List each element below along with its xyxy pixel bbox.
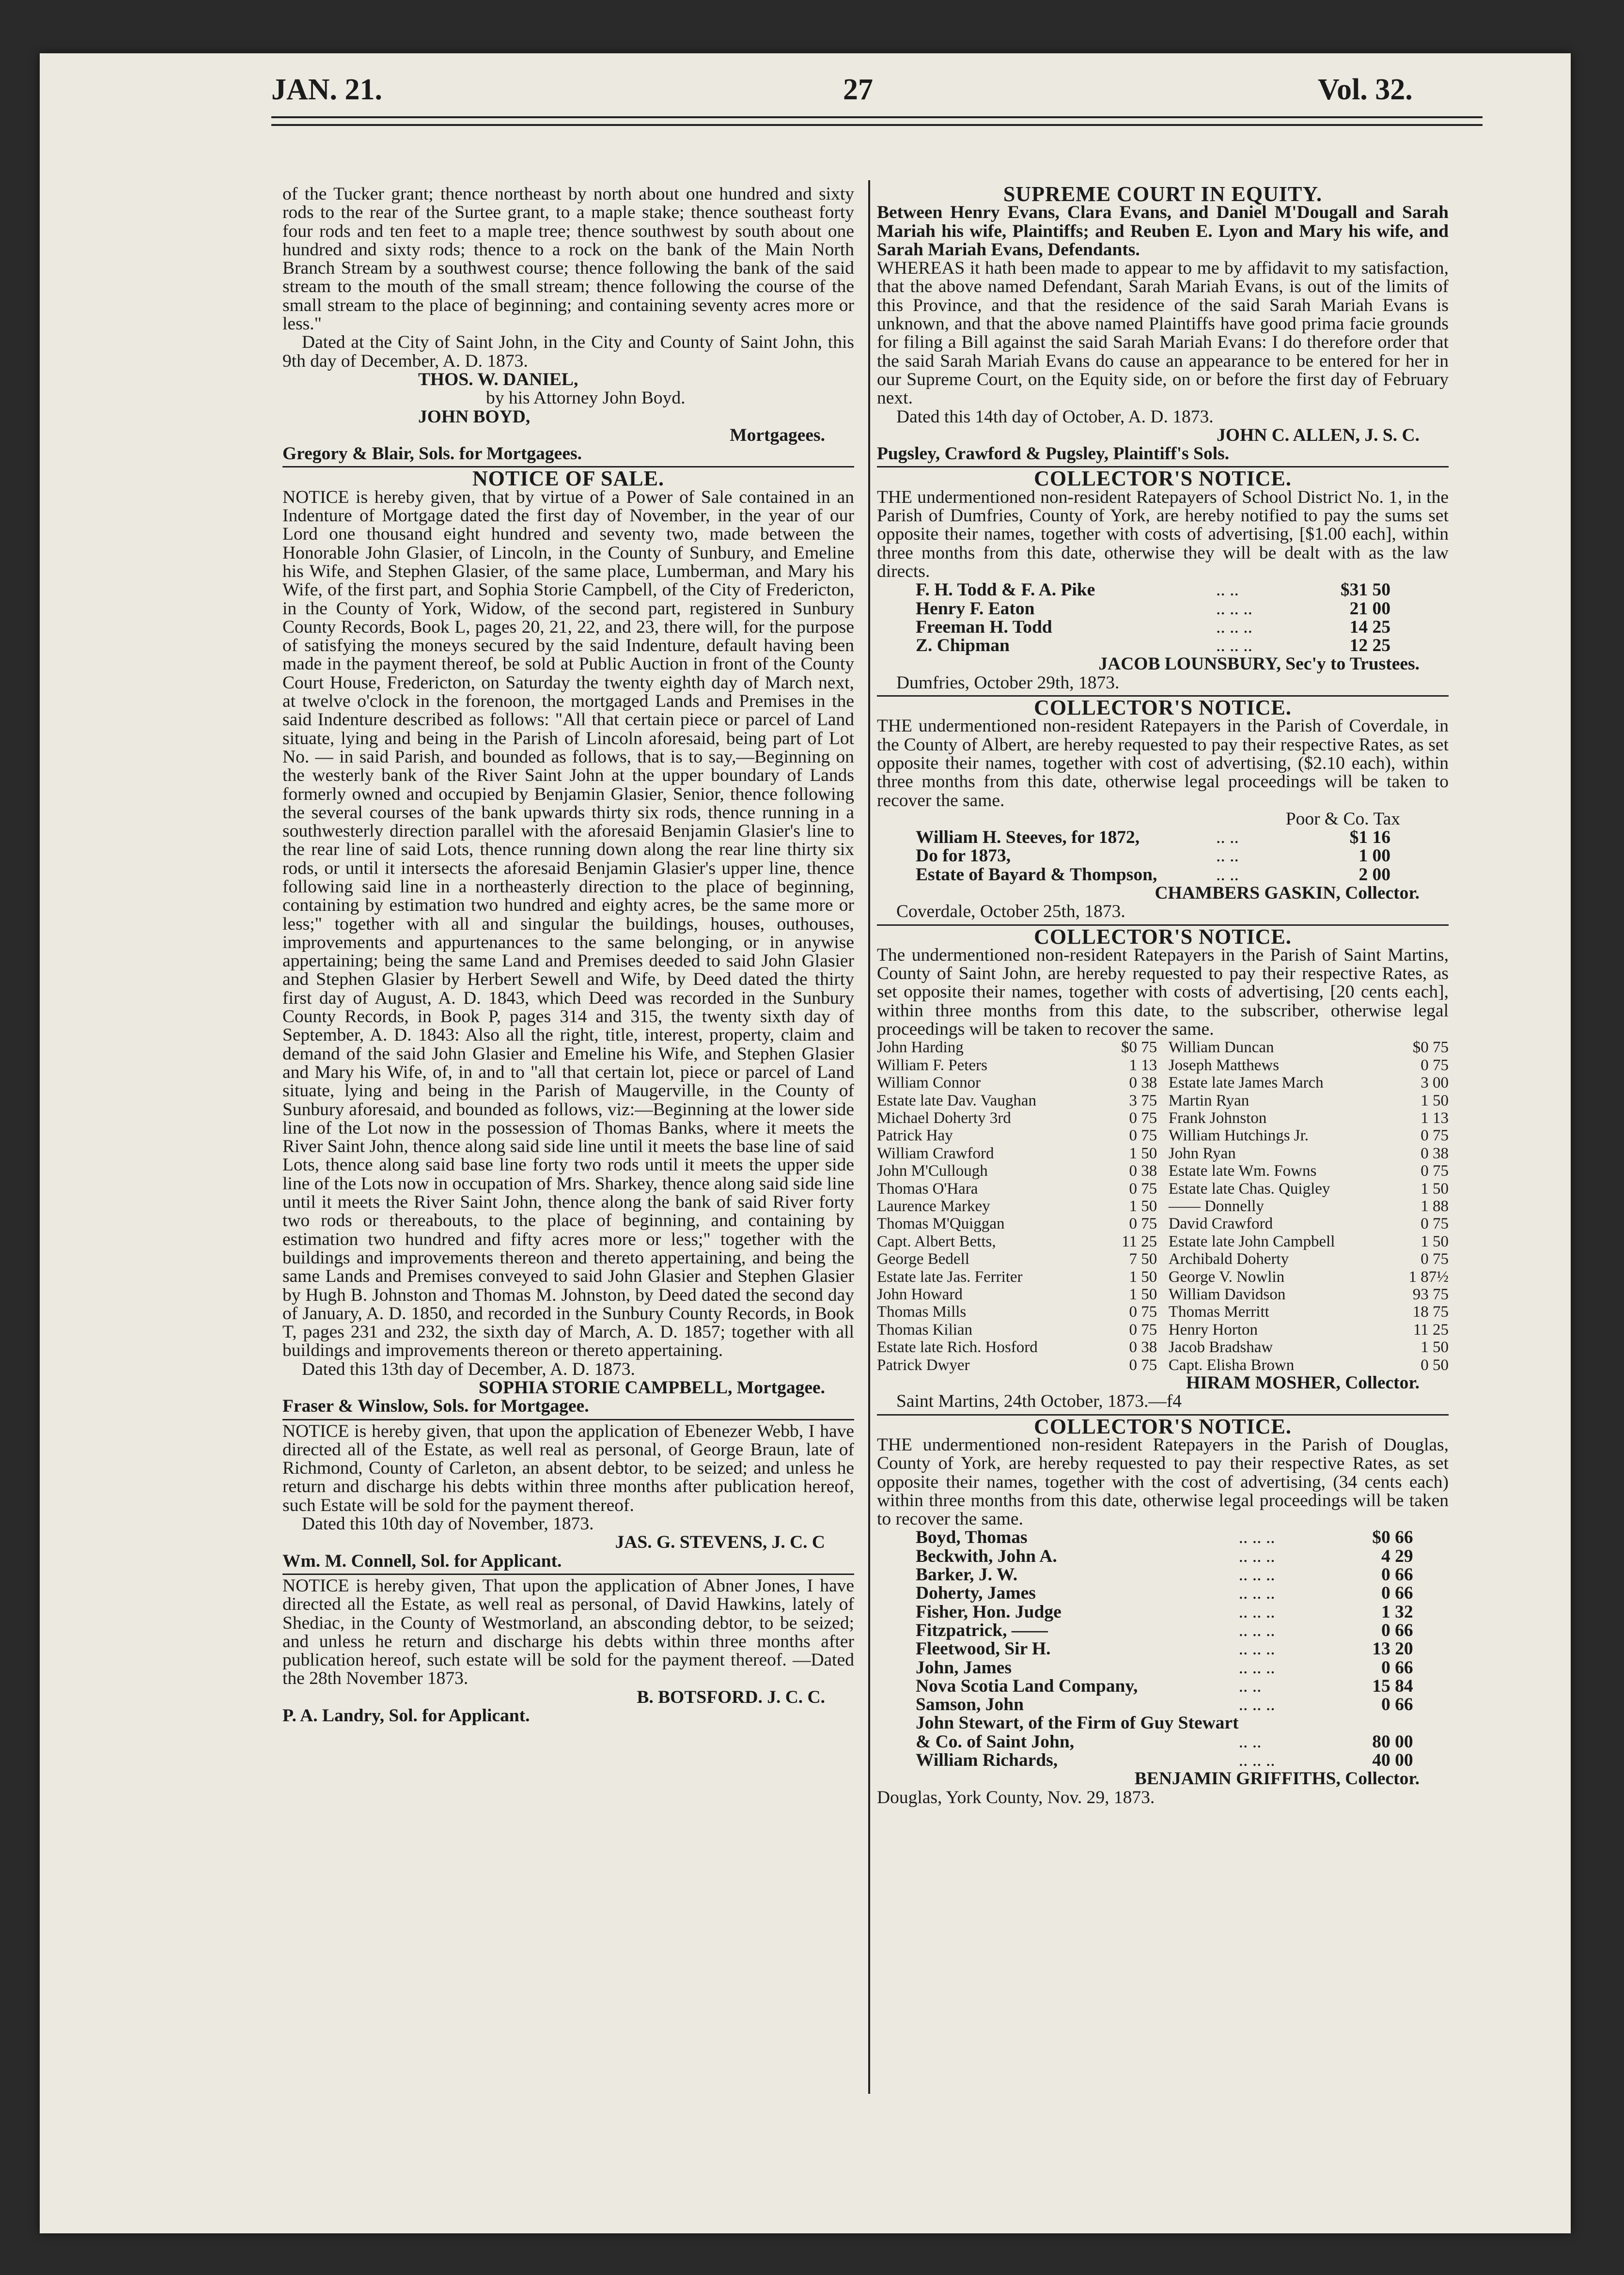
martins-rate-amount: 0 38 bbox=[1129, 1162, 1157, 1180]
martins-row bbox=[877, 1145, 1157, 1162]
martins-row bbox=[1169, 1127, 1449, 1144]
martins-ratepayer-name: Estate late James March bbox=[1168, 1074, 1324, 1092]
sale-title: NOTICE OF SALE. bbox=[472, 467, 664, 491]
douglas-leader-dots: .. .. bbox=[1238, 1676, 1262, 1696]
dumfries-signature: JACOB LOUNSBURY, Sec'y to Trustees. bbox=[1098, 654, 1420, 674]
sale-signature: SOPHIA STORIE CAMPBELL, Mortgagee. bbox=[479, 1378, 825, 1398]
douglas-row bbox=[877, 1566, 1413, 1584]
left-column bbox=[282, 185, 854, 1725]
martins-signature: HIRAM MOSHER, Collector. bbox=[1186, 1373, 1420, 1393]
martins-rate-amount: 1 50 bbox=[1421, 1339, 1449, 1356]
coverdale-ratepayer-name: Estate of Bayard & Thompson, bbox=[916, 864, 1157, 885]
douglas-row bbox=[877, 1714, 1413, 1732]
douglas-rate-amount: 0 66 bbox=[1381, 1657, 1413, 1678]
coverdale-dated: Coverdale, October 25th, 1873. bbox=[896, 902, 1125, 922]
column-divider bbox=[868, 180, 870, 2094]
martins-list-left bbox=[877, 1039, 1157, 1374]
douglas-ratepayer-name: Fisher, Hon. Judge bbox=[916, 1602, 1062, 1622]
martins-ratepayer-name: Estate late Dav. Vaughan bbox=[877, 1091, 1036, 1109]
martins-rate-amount: 1 88 bbox=[1421, 1198, 1449, 1215]
martins-title: COLLECTOR'S NOTICE. bbox=[1034, 924, 1292, 949]
martins-ratepayer-name: Joseph Matthews bbox=[1168, 1056, 1280, 1074]
coverdale-text: THE undermentioned non-resident Ratepayers in the Parish of Coverdale, in the County of Albert, are hereby requested to pay their respective Rates, as set opposite their names, together with cost of advertising, ($2.10 each), within three months from this date, otherwise legal proceedings will be taken to recover the same. bbox=[877, 716, 1449, 810]
douglas-ratepayer-name: Boyd, Thomas bbox=[916, 1527, 1028, 1548]
martins-list-right bbox=[1169, 1039, 1449, 1374]
equity-title: SUPREME COURT IN EQUITY. bbox=[1003, 182, 1323, 206]
martins-row bbox=[1169, 1162, 1449, 1180]
douglas-rate-amount: 80 00 bbox=[1372, 1731, 1413, 1752]
martins-rate-amount: 1 13 bbox=[1129, 1056, 1157, 1074]
martins-rate-amount: 1 87½ bbox=[1408, 1268, 1449, 1286]
martins-rate-amount: 93 75 bbox=[1412, 1286, 1449, 1304]
martins-row bbox=[877, 1250, 1157, 1268]
martins-ratepayer-name: Estate late Chas. Quigley bbox=[1168, 1180, 1330, 1198]
martins-rate-amount: 0 75 bbox=[1421, 1215, 1449, 1233]
martins-ratepayer-name: Frank Johnston bbox=[1168, 1109, 1267, 1127]
douglas-title: COLLECTOR'S NOTICE. bbox=[1034, 1414, 1292, 1438]
tucker-signature-4: Mortgagees. bbox=[730, 425, 825, 445]
martins-rate-amount: 3 00 bbox=[1421, 1074, 1449, 1092]
martins-row bbox=[1169, 1074, 1449, 1091]
martins-row bbox=[1169, 1180, 1449, 1198]
coverdale-leader-dots: .. .. bbox=[1216, 846, 1239, 866]
coverdale-leader-dots: .. .. bbox=[1216, 827, 1239, 848]
douglas-rate-amount: 0 66 bbox=[1381, 1565, 1413, 1585]
equity-signature: JOHN C. ALLEN, J. S. C. bbox=[1217, 425, 1420, 445]
coverdale-column-head: Poor & Co. Tax bbox=[1285, 809, 1400, 829]
sale-text: NOTICE is hereby given, that by virtue of a Power of Sale contained in an Indenture of Mortgage dated the first day of November, in the year of our Lord one thousand eight hundred and seventy two, made between the Honorable John Glasier, of Lincoln, in the County of Sunbury, and Emeline his Wife, and Stephen Glasier, of the same place, Lumberman, and Mary his Wife, of the first part, and Sophia Storie Campbell, of the City of Fredericton, in the County of York, Widow, of the second part, registered in Sunbury County Records, Book L, pages 20, 21, 22, and 23, there will, for the purpose of satisfying the moneys secured by the said Indenture, default having been made in the payment thereof, be sold at Public Auction in front of the County Court House, Fredericton, on Saturday the twenty eighth day of March next, at twelve o'clock in the forenoon, the mortgaged Lands and Premises in the said Indenture described as follows: "All that certain piece or parcel of Land situate, lying and being in the Parish of Lincoln aforesaid, being part of Lot No. — in said Parish, and bounded as follows, that is to say,—Beginning on the westerly bank of the River Saint John at the upper boundary of Lands formerly owned and occupied by Benjamin Glasier, Senior, thence following the several courses of the bank upwards thirty six rods, thence running in a southwesterly direction parallel with the aforesaid Benjamin Glasier's line to the rear line of said Lots, thence running down along the rear line thirty six rods, or until it intersects the aforesaid Benjamin Glasier's upper line, thence following said line in a northeasterly direction to the place of beginning, containing by estimation two hundred and eighty acres, be the same more or less;" together with all and singular the buildings, houses, outhouses, improvements and appurtenances to the same belonging, or in anywise appertaining; being the same Land and Premises deeded to said John Glasier and Stephen Glasier by Herbert Sewell and Wife, by Deed dated the thirty first day of August, A. D. 1843, which Deed was recorded in the Sunbury County Records, in Book P, pages 314 and 315, the twenty sixth day of September, A. D. 1843: Also all the right, title, interest, property, claim and demand of the said John Glasier and Emeline his Wife, and Stephen Glasier and Mary his Wife, of, in and to "all that certain lot, piece or parcel of Land situate, lying and being in the Parish of Maugerville, in the County of Sunbury aforesaid, and bounded as follows, viz:—Beginning at the lower side line of the Lot now in the possession of Thomas Banks, where it meets the River Saint John, thence along said side line until it meets the base line of said Lots, thence along said base line forty two rods until it meets the upper side line of the Lots now in occupation of Mrs. Sharkey, thence along said side line until it meets the River Saint John, thence along the bank of said River forty two rods or thereabouts, to the place of beginning, and containing by estimation two hundred and fifty acres more or less;" together with the buildings and improvements thereon and thereto appertaining, and being the same Lands and Premises conveyed to said John Glasier and Stephen Glasier by Hugh B. Johnston and Thomas M. Johnston, by Deed dated the second day of January, A. D. 1850, and recorded in the Sunbury County Records, in Book T, pages 231 and 232, the sixth day of March, A. D. 1857; together with all buildings and improvements thereon or thereto appertaining. bbox=[282, 487, 854, 1361]
martins-rate-amount: 1 50 bbox=[1421, 1232, 1449, 1250]
martins-ratepayer-name: —— Donnelly bbox=[1168, 1198, 1264, 1215]
dumfries-title: COLLECTOR'S NOTICE. bbox=[1034, 467, 1292, 491]
martins-rate-amount: $0 75 bbox=[1412, 1039, 1449, 1057]
martins-text: The undermentioned non-resident Ratepayers in the Parish of Saint Martins, County of Saint John, are hereby requested to pay their respective Rates, as set opposite their names, together with costs of advertising, [20 cents each], within three months from this date, to the subscriber, otherwise legal proceedings will be taken to recover the same. bbox=[877, 945, 1449, 1040]
martins-rate-amount: 11 25 bbox=[1122, 1232, 1157, 1250]
douglas-rate-amount: 40 00 bbox=[1372, 1750, 1413, 1771]
martins-ratepayer-name: David Crawford bbox=[1168, 1215, 1273, 1233]
coverdale-rate-amount: 2 00 bbox=[1359, 864, 1390, 885]
martins-rate-amount: 1 50 bbox=[1421, 1180, 1449, 1198]
divider bbox=[282, 1419, 854, 1420]
martins-rate-amount: 1 50 bbox=[1129, 1286, 1157, 1304]
tucker-solicitors: Gregory & Blair, Sols. for Mortgagees. bbox=[282, 444, 582, 464]
douglas-row bbox=[877, 1751, 1413, 1770]
martins-row bbox=[877, 1057, 1157, 1074]
martins-rate-amount: 0 75 bbox=[1129, 1303, 1157, 1321]
martins-ratepayer-name: Estate late Rich. Hosford bbox=[877, 1339, 1038, 1356]
dumfries-collector-notice bbox=[877, 469, 1449, 692]
douglas-row bbox=[877, 1696, 1413, 1714]
martins-ratepayer-name: Estate late John Campbell bbox=[1168, 1232, 1335, 1250]
dumfries-ratepayer-name: Z. Chipman bbox=[916, 636, 1010, 656]
dumfries-rate-amount: 12 25 bbox=[1349, 636, 1390, 656]
martins-ratepayer-name: William Duncan bbox=[1168, 1039, 1274, 1057]
page-number: 27 bbox=[843, 73, 873, 106]
douglas-ratepayer-name: Beckwith, John A. bbox=[916, 1546, 1057, 1566]
martins-rate-amount: 0 50 bbox=[1421, 1356, 1449, 1374]
martins-row bbox=[1169, 1303, 1449, 1321]
douglas-row bbox=[877, 1547, 1413, 1566]
martins-row bbox=[1169, 1092, 1449, 1109]
martins-row bbox=[1169, 1145, 1449, 1162]
dumfries-row bbox=[877, 618, 1390, 637]
sale-solicitors: Fraser & Winslow, Sols. for Mortgagee. bbox=[282, 1396, 589, 1417]
equity-solicitors: Pugsley, Crawford & Pugsley, Plaintiff's Sols. bbox=[877, 444, 1230, 464]
martins-ratepayer-lists bbox=[877, 1039, 1449, 1374]
martins-rate-amount: 0 75 bbox=[1421, 1056, 1449, 1074]
douglas-rate-amount: 4 29 bbox=[1381, 1546, 1413, 1566]
martins-row bbox=[877, 1268, 1157, 1286]
douglas-row bbox=[877, 1659, 1413, 1677]
douglas-row bbox=[877, 1584, 1413, 1603]
martins-ratepayer-name: William Crawford bbox=[877, 1144, 994, 1162]
dumfries-rates-table bbox=[877, 581, 1390, 655]
martins-row bbox=[1169, 1286, 1449, 1303]
douglas-leader-dots: .. .. .. bbox=[1238, 1750, 1275, 1771]
martins-rate-amount: 7 50 bbox=[1129, 1250, 1157, 1268]
jones-solicitor: P. A. Landry, Sol. for Applicant. bbox=[282, 1706, 530, 1726]
martins-ratepayer-name: William F. Peters bbox=[877, 1056, 987, 1074]
webb-text: NOTICE is hereby given, that upon the application of Ebenezer Webb, I have directed all of the Estate, as well real as personal, of George Braun, late of Richmond, County of Carleton, an absent debtor, to be seized; and unless he return and discharge his debts within three months after publication hereof, such Estate will be sold for the payment thereof. bbox=[282, 1421, 854, 1515]
coverdale-row bbox=[877, 847, 1390, 865]
douglas-rates-table bbox=[877, 1528, 1413, 1770]
martins-row bbox=[877, 1039, 1157, 1056]
dumfries-text: THE undermentioned non-resident Ratepayers of School District No. 1, in the Parish of Dumfries, County of York, are hereby notified to pay the sums set opposite their names, together with costs of advertising, [$1.00 each], within three months from this date, otherwise they will be dealt with as the law directs. bbox=[877, 487, 1449, 581]
martins-ratepayer-name: John M'Cullough bbox=[877, 1162, 988, 1180]
coverdale-ratepayer-name: Do for 1873, bbox=[916, 846, 1011, 866]
martins-row bbox=[1169, 1268, 1449, 1286]
martins-rate-amount: 0 75 bbox=[1129, 1321, 1157, 1339]
martins-rate-amount: 1 50 bbox=[1129, 1198, 1157, 1215]
douglas-leader-dots: .. .. .. bbox=[1238, 1657, 1275, 1678]
martins-rate-amount: 11 25 bbox=[1413, 1321, 1449, 1339]
douglas-row bbox=[877, 1677, 1413, 1696]
martins-rate-amount: 1 13 bbox=[1421, 1109, 1449, 1127]
coverdale-leader-dots: .. .. bbox=[1216, 864, 1239, 885]
douglas-ratepayer-name: Fleetwood, Sir H. bbox=[916, 1639, 1051, 1659]
martins-rate-amount: 3 75 bbox=[1129, 1091, 1157, 1109]
jones-signature: B. BOTSFORD. J. C. C. bbox=[637, 1687, 825, 1707]
douglas-collector-notice bbox=[877, 1414, 1449, 1808]
douglas-rate-amount: $0 66 bbox=[1372, 1527, 1413, 1548]
martins-row bbox=[877, 1233, 1157, 1250]
douglas-row bbox=[877, 1640, 1413, 1658]
saint-martins-collector-notice bbox=[877, 924, 1449, 1412]
martins-row bbox=[877, 1092, 1157, 1109]
dumfries-rate-amount: 14 25 bbox=[1349, 617, 1390, 637]
martins-row bbox=[1169, 1250, 1449, 1268]
supreme-court-notice bbox=[877, 182, 1449, 464]
divider bbox=[282, 1574, 854, 1575]
coverdale-collector-notice bbox=[877, 696, 1449, 922]
douglas-rate-amount: 0 66 bbox=[1381, 1620, 1413, 1640]
martins-ratepayer-name: Martin Ryan bbox=[1168, 1091, 1249, 1109]
tucker-dated: Dated at the City of Saint John, in the City and County of Saint John, this 9th day of December, A. D. 1873. bbox=[282, 332, 854, 371]
douglas-row bbox=[877, 1603, 1413, 1621]
douglas-row bbox=[877, 1733, 1413, 1751]
martins-row bbox=[877, 1109, 1157, 1127]
douglas-signature: BENJAMIN GRIFFITHS, Collector. bbox=[1134, 1769, 1420, 1789]
douglas-rate-amount bbox=[1336, 1714, 1413, 1732]
martins-row bbox=[877, 1074, 1157, 1091]
douglas-ratepayer-name: Samson, John bbox=[916, 1695, 1024, 1715]
coverdale-ratepayer-name: William H. Steeves, for 1872, bbox=[916, 827, 1140, 848]
douglas-leader-dots: .. .. .. bbox=[1238, 1546, 1275, 1566]
webb-solicitor: Wm. M. Connell, Sol. for Applicant. bbox=[282, 1551, 562, 1571]
martins-ratepayer-name: Capt. Elisha Brown bbox=[1168, 1356, 1295, 1374]
martins-row bbox=[1169, 1109, 1449, 1127]
coverdale-row bbox=[877, 866, 1390, 884]
douglas-ratepayer-name: Barker, J. W. bbox=[916, 1565, 1018, 1585]
douglas-rate-amount: 0 66 bbox=[1381, 1583, 1413, 1604]
dumfries-leader-dots: .. .. .. bbox=[1216, 617, 1252, 637]
douglas-leader-dots: .. .. .. bbox=[1238, 1695, 1275, 1715]
martins-ratepayer-name: Patrick Hay bbox=[877, 1127, 953, 1145]
notice-of-sale bbox=[282, 469, 854, 1416]
douglas-ratepayer-name: & Co. of Saint John, bbox=[916, 1731, 1075, 1752]
martins-row bbox=[877, 1303, 1157, 1321]
martins-rate-amount: 1 50 bbox=[1129, 1144, 1157, 1162]
douglas-leader-dots: .. .. bbox=[1238, 1731, 1262, 1752]
douglas-leader-dots: .. .. .. bbox=[1238, 1527, 1275, 1548]
martins-ratepayer-name: Thomas O'Hara bbox=[877, 1180, 978, 1198]
dumfries-leader-dots: .. .. bbox=[1216, 580, 1239, 600]
martins-ratepayer-name: Estate late Jas. Ferriter bbox=[877, 1268, 1023, 1286]
martins-row bbox=[1169, 1215, 1449, 1232]
martins-row bbox=[877, 1286, 1157, 1303]
dumfries-leader-dots: .. .. .. bbox=[1216, 598, 1252, 619]
martins-ratepayer-name: Henry Horton bbox=[1168, 1321, 1258, 1339]
martins-rate-amount: 0 75 bbox=[1129, 1109, 1157, 1127]
dumfries-row bbox=[877, 637, 1390, 655]
martins-ratepayer-name: Archibald Doherty bbox=[1168, 1250, 1289, 1268]
martins-row bbox=[1169, 1039, 1449, 1056]
dumfries-ratepayer-name: Freeman H. Todd bbox=[916, 617, 1052, 637]
douglas-leader-dots bbox=[1239, 1714, 1336, 1732]
martins-row bbox=[877, 1198, 1157, 1215]
martins-rate-amount: 0 75 bbox=[1421, 1162, 1449, 1180]
equity-dated: Dated this 14th day of October, A. D. 1873. bbox=[896, 406, 1214, 427]
douglas-rate-amount: 1 32 bbox=[1381, 1602, 1413, 1622]
dumfries-row bbox=[877, 581, 1390, 599]
equity-text: WHEREAS it hath been made to appear to me by affidavit to my satisfaction, that the above named Defendant, Sarah Mariah Evans, is out of the limits of this Province, and that the residence of the said Sarah Mariah Evans is unknown, and that the above named Plaintiffs have good prima facie grounds for filing a Bill against the said Sarah Mariah Evans: I do therefore order that the said Sarah Mariah Evans do cause an appearance to be entered for her in our Supreme Court, on the Equity side, on or before the first day of February next. bbox=[877, 258, 1449, 408]
douglas-leader-dots: .. .. .. bbox=[1238, 1583, 1275, 1604]
martins-ratepayer-name: Thomas Kilian bbox=[877, 1321, 973, 1339]
martins-rate-amount: 0 38 bbox=[1421, 1144, 1449, 1162]
douglas-ratepayer-name: William Richards, bbox=[916, 1750, 1058, 1771]
douglas-leader-dots: .. .. .. bbox=[1238, 1639, 1275, 1659]
tucker-grant-notice bbox=[282, 185, 854, 463]
martins-rate-amount: 0 75 bbox=[1129, 1127, 1157, 1145]
douglas-text: THE undermentioned non-resident Ratepayers in the Parish of Douglas, County of York, are hereby requested to pay their respective Rates, as set opposite their names, together with the cost of advertising, (34 cents each) within three months from this date, otherwise legal proceedings will be taken to recover the same. bbox=[877, 1434, 1449, 1529]
coverdale-row bbox=[877, 828, 1390, 847]
martins-row bbox=[1169, 1057, 1449, 1074]
martins-ratepayer-name: Jacob Bradshaw bbox=[1168, 1339, 1273, 1356]
martins-rate-amount: 0 75 bbox=[1421, 1127, 1449, 1145]
martins-rate-amount: 0 38 bbox=[1129, 1339, 1157, 1356]
martins-ratepayer-name: John Howard bbox=[877, 1286, 963, 1304]
martins-ratepayer-name: Thomas M'Quiggan bbox=[877, 1215, 1005, 1233]
martins-rate-amount: 0 75 bbox=[1129, 1180, 1157, 1198]
martins-row bbox=[877, 1127, 1157, 1144]
dumfries-ratepayer-name: Henry F. Eaton bbox=[916, 598, 1035, 619]
martins-row bbox=[877, 1162, 1157, 1180]
martins-row bbox=[877, 1356, 1157, 1374]
martins-ratepayer-name: William Hutchings Jr. bbox=[1168, 1127, 1309, 1145]
martins-ratepayer-name: George V. Nowlin bbox=[1168, 1268, 1285, 1286]
coverdale-rate-amount: 1 00 bbox=[1359, 846, 1390, 866]
martins-ratepayer-name: John Harding bbox=[877, 1039, 964, 1057]
tucker-text: of the Tucker grant; thence northeast by north about one hundred and sixty rods to the rear of the Surtee grant, to a maple stake; thence southeast forty four rods and ten feet to a maple tree; thence southwest by south about one hundred and sixty rods; thence to a rock on the bank of the Main North Branch Stream by a southwest course; thence following the bank of the said stream to the mouth of the small stream; thence following the course of the small stream to the place of beginning; and containing seventy acres more or less." bbox=[282, 184, 854, 334]
douglas-leader-dots: .. .. .. bbox=[1238, 1602, 1275, 1622]
douglas-leader-dots: .. .. .. bbox=[1238, 1565, 1275, 1585]
jones-text: NOTICE is hereby given, That upon the application of Abner Jones, I have directed all the Estate, as well real as personal, of David Hawkins, lately of Shediac, in the County of Westmorland, an absconding debtor, to be seized; and unless he return and discharge his debts within three months after publication hereof, such estate will be sold for the payment thereof. —Dated the 28th November 1873. bbox=[282, 1575, 854, 1689]
douglas-ratepayer-name: John, James bbox=[916, 1657, 1012, 1678]
webb-notice bbox=[282, 1422, 854, 1571]
martins-ratepayer-name: George Bedell bbox=[877, 1250, 969, 1268]
martins-row bbox=[1169, 1198, 1449, 1215]
dumfries-leader-dots: .. .. .. bbox=[1216, 636, 1252, 656]
coverdale-signature: CHAMBERS GASKIN, Collector. bbox=[1155, 883, 1420, 903]
volume-number: Vol. 32. bbox=[1318, 73, 1413, 106]
douglas-rate-amount: 15 84 bbox=[1372, 1676, 1413, 1696]
douglas-row bbox=[877, 1528, 1413, 1547]
martins-ratepayer-name: John Ryan bbox=[1168, 1144, 1236, 1162]
tucker-signature-3: JOHN BOYD, bbox=[418, 406, 531, 427]
martins-ratepayer-name: Estate late Wm. Fowns bbox=[1168, 1162, 1317, 1180]
douglas-ratepayer-name: Nova Scotia Land Company, bbox=[916, 1676, 1138, 1696]
martins-rate-amount: 1 50 bbox=[1421, 1091, 1449, 1109]
martins-ratepayer-name: Thomas Mills bbox=[877, 1303, 967, 1321]
martins-row bbox=[1169, 1356, 1449, 1374]
douglas-ratepayer-name: Fitzpatrick, —— bbox=[916, 1620, 1048, 1640]
douglas-rate-amount: 13 20 bbox=[1372, 1639, 1413, 1659]
coverdale-title: COLLECTOR'S NOTICE. bbox=[1034, 696, 1292, 720]
douglas-dated: Douglas, York County, Nov. 29, 1873. bbox=[877, 1787, 1155, 1808]
martins-ratepayer-name: William Davidson bbox=[1168, 1286, 1286, 1304]
martins-ratepayer-name: Laurence Markey bbox=[877, 1198, 990, 1215]
martins-row bbox=[1169, 1321, 1449, 1339]
martins-row bbox=[877, 1215, 1157, 1232]
martins-rate-amount: $0 75 bbox=[1121, 1039, 1157, 1057]
coverdale-rates-table bbox=[877, 828, 1390, 884]
douglas-leader-dots: .. .. .. bbox=[1238, 1620, 1275, 1640]
right-column bbox=[877, 182, 1449, 1808]
martins-ratepayer-name: Michael Doherty 3rd bbox=[877, 1109, 1011, 1127]
martins-row bbox=[877, 1180, 1157, 1198]
dumfries-rate-amount: $31 50 bbox=[1340, 580, 1390, 600]
martins-rate-amount: 1 50 bbox=[1129, 1268, 1157, 1286]
martins-row bbox=[877, 1339, 1157, 1356]
douglas-rate-amount: 0 66 bbox=[1381, 1695, 1413, 1715]
dumfries-ratepayer-name: F. H. Todd & F. A. Pike bbox=[916, 580, 1095, 600]
webb-signature: JAS. G. STEVENS, J. C. C bbox=[615, 1532, 825, 1553]
martins-rate-amount: 0 75 bbox=[1421, 1250, 1449, 1268]
martins-row bbox=[877, 1321, 1157, 1339]
martins-row bbox=[1169, 1233, 1449, 1250]
martins-rate-amount: 0 75 bbox=[1129, 1215, 1157, 1233]
martins-rate-amount: 0 75 bbox=[1129, 1356, 1157, 1374]
coverdale-rate-amount: $1 16 bbox=[1349, 827, 1390, 848]
martins-ratepayer-name: Capt. Albert Betts, bbox=[877, 1232, 996, 1250]
equity-parties: Between Henry Evans, Clara Evans, and Daniel M'Dougall and Sarah Mariah his wife, Plaintiffs; and Reuben E. Lyon and Mary his wife, and Sarah Mariah Evans, Defendants. bbox=[877, 203, 1449, 260]
douglas-ratepayer-name: John Stewart, of the Firm of Guy Stewart bbox=[916, 1713, 1239, 1733]
douglas-row bbox=[877, 1621, 1413, 1640]
douglas-ratepayer-name: Doherty, James bbox=[916, 1583, 1036, 1604]
dumfries-row bbox=[877, 600, 1390, 618]
martins-ratepayer-name: Patrick Dwyer bbox=[877, 1356, 970, 1374]
webb-dated: Dated this 10th day of November, 1873. bbox=[302, 1514, 594, 1534]
sale-dated: Dated this 13th day of December, A. D. 1873. bbox=[302, 1359, 635, 1379]
martins-ratepayer-name: Thomas Merritt bbox=[1168, 1303, 1269, 1321]
tucker-signature-2: by his Attorney John Boyd. bbox=[486, 388, 686, 408]
dumfries-rate-amount: 21 00 bbox=[1349, 598, 1390, 619]
martins-dated: Saint Martins, 24th October, 1873.—f4 bbox=[896, 1391, 1182, 1412]
jones-notice bbox=[282, 1577, 854, 1725]
martins-rate-amount: 0 38 bbox=[1129, 1074, 1157, 1092]
martins-row bbox=[1169, 1339, 1449, 1356]
martins-rate-amount: 18 75 bbox=[1412, 1303, 1449, 1321]
martins-ratepayer-name: William Connor bbox=[877, 1074, 981, 1092]
header-rule-top bbox=[271, 116, 1483, 118]
issue-date: JAN. 21. bbox=[271, 73, 383, 106]
tucker-signature-1: THOS. W. DANIEL, bbox=[418, 369, 578, 390]
dumfries-dated: Dumfries, October 29th, 1873. bbox=[896, 672, 1120, 693]
header-rule-bottom bbox=[271, 124, 1483, 126]
